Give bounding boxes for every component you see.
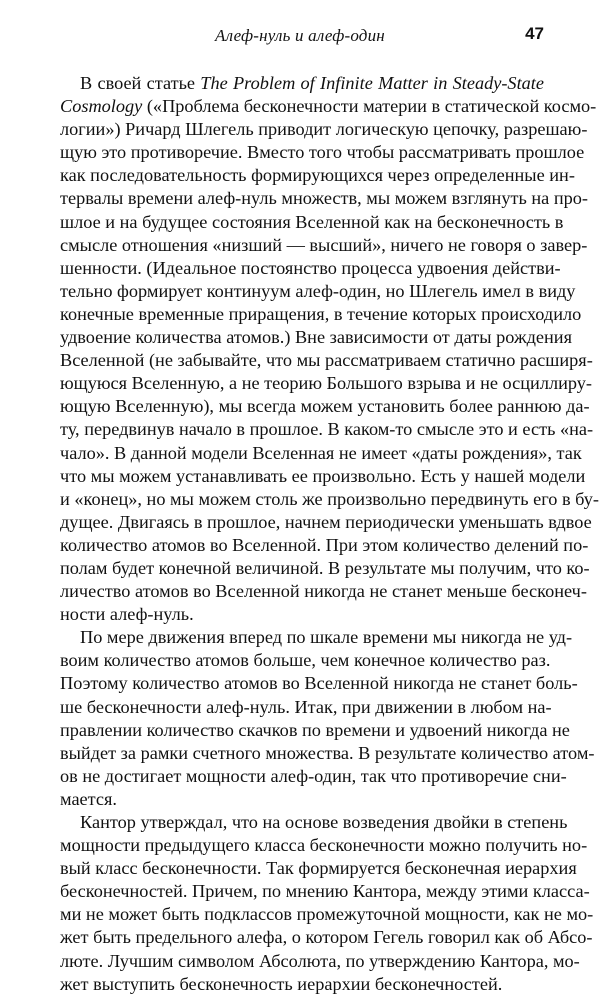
text-line: воим количество атомов больше, чем конечное количество раз. <box>60 650 551 671</box>
text-line: правлении количество скачков по времени и удвоений никогда не <box>60 719 570 740</box>
text-line: Вселенной (не забывайте, что мы рассматриваем статично расширя- <box>60 350 593 371</box>
text-line: Cosmology («Проблема бесконечности материи в статической космо- <box>60 96 597 117</box>
running-title: Алеф-нуль и алеф-один <box>215 26 385 45</box>
text-line: шенности. (Идеальное постоянство процесса удвоения действи- <box>60 257 561 278</box>
text-line: логии») Ричард Шлегель приводит логическую цепочку, разрешаю- <box>60 119 588 140</box>
text-line: ности алеф-нуль. <box>60 604 194 625</box>
text-line: В своей статье The Problem of Infinite Matter in Steady-State <box>80 73 544 93</box>
text-line: Поэтому количество атомов во Вселенной никогда не станет боль- <box>60 673 578 694</box>
text-line: выйдет за рамки счетного множества. В результате количество атом- <box>60 742 595 763</box>
page-number: 47 <box>525 24 544 43</box>
text-line: количество атомов во Вселенной. При этом количество делений по- <box>60 534 589 555</box>
paragraph <box>60 811 594 996</box>
text-line: мощности предыдущего класса бесконечности можно получить но- <box>60 835 588 856</box>
body-text <box>60 72 600 996</box>
text-line: вый класс бесконечности. Так формируется бесконечная иерархия <box>60 858 577 879</box>
text-line: и «конец», но мы можем столь же произвольно передвинуть его в бу- <box>60 488 600 509</box>
paragraph <box>60 72 600 626</box>
text-line: По мере движения вперед по шкале времени мы никогда не уд- <box>80 627 573 648</box>
text-line: личество атомов во Вселенной никогда не станет меньше бесконеч- <box>60 581 587 602</box>
text-line: бесконечностей. Причем, по мнению Кантора, между этими класса- <box>60 881 590 902</box>
text-line: как последовательность формирующихся через определенные ин- <box>60 165 575 186</box>
text-line: жет быть предельного алефа, о котором Гегель говорил как об Абсо- <box>60 927 593 948</box>
article-title: Cosmology <box>60 96 143 117</box>
text-line: мается. <box>60 788 117 809</box>
text-line: дущее. Двигаясь в прошлое, начнем периодически уменьшать вдвое <box>60 511 592 532</box>
text-line: ми не может быть подклассов промежуточной мощности, как не мо- <box>60 904 594 925</box>
text-line: ющуюся Вселенную, а не теорию Большого взрыва и не осциллиру- <box>60 373 592 394</box>
text-line: ов не достигает мощности алеф-один, так что противоречие сни- <box>60 765 567 786</box>
article-title: The Problem of Infinite Matter in Steady-State <box>200 73 544 93</box>
text-line: конечные временные приращения, в течение которых происходило <box>60 303 582 324</box>
text-line: шлое и на будущее состояния Вселенной как на бесконечность в <box>60 211 564 232</box>
text-line: ту, передвинув начало в прошлое. В каком-то смысле это и есть «на- <box>60 419 594 440</box>
text-line: щую это противоречие. Вместо того чтобы рассматривать прошлое <box>60 142 585 163</box>
text-line: чало». В данной модели Вселенная не имеет «даты рождения», так <box>60 442 582 463</box>
text-line: ше бесконечности алеф-нуль. Итак, при движении в любом на- <box>60 696 552 717</box>
text-line: тервалы времени алеф-нуль множеств, мы можем взглянуть на про- <box>60 188 588 209</box>
text-line: люте. Лучшим символом Абсолюта, по утверждению Кантора, мо- <box>60 950 580 971</box>
text-line: жет выступить бесконечность иерархии бесконечностей. <box>60 973 503 994</box>
text-line: полам будет конечной величиной. В результате мы получим, что ко- <box>60 557 590 578</box>
text-line: удвоение количества атомов.) Вне зависимости от даты рождения <box>60 327 572 348</box>
paragraph <box>60 626 595 811</box>
text-line: что мы можем устанавливать ее произвольно. Есть у нашей модели <box>60 465 586 486</box>
text-line: смысле отношения «низший — высший», ничего не говоря о завер- <box>60 234 588 255</box>
text-line: ющую Вселенную), мы всегда можем установить более раннюю да- <box>60 396 590 417</box>
text-line: тельно формирует континуум алеф-один, но Шлегель имел в виду <box>60 280 576 301</box>
text-line: Кантор утверждал, что на основе возведения двойки в степень <box>80 812 568 832</box>
